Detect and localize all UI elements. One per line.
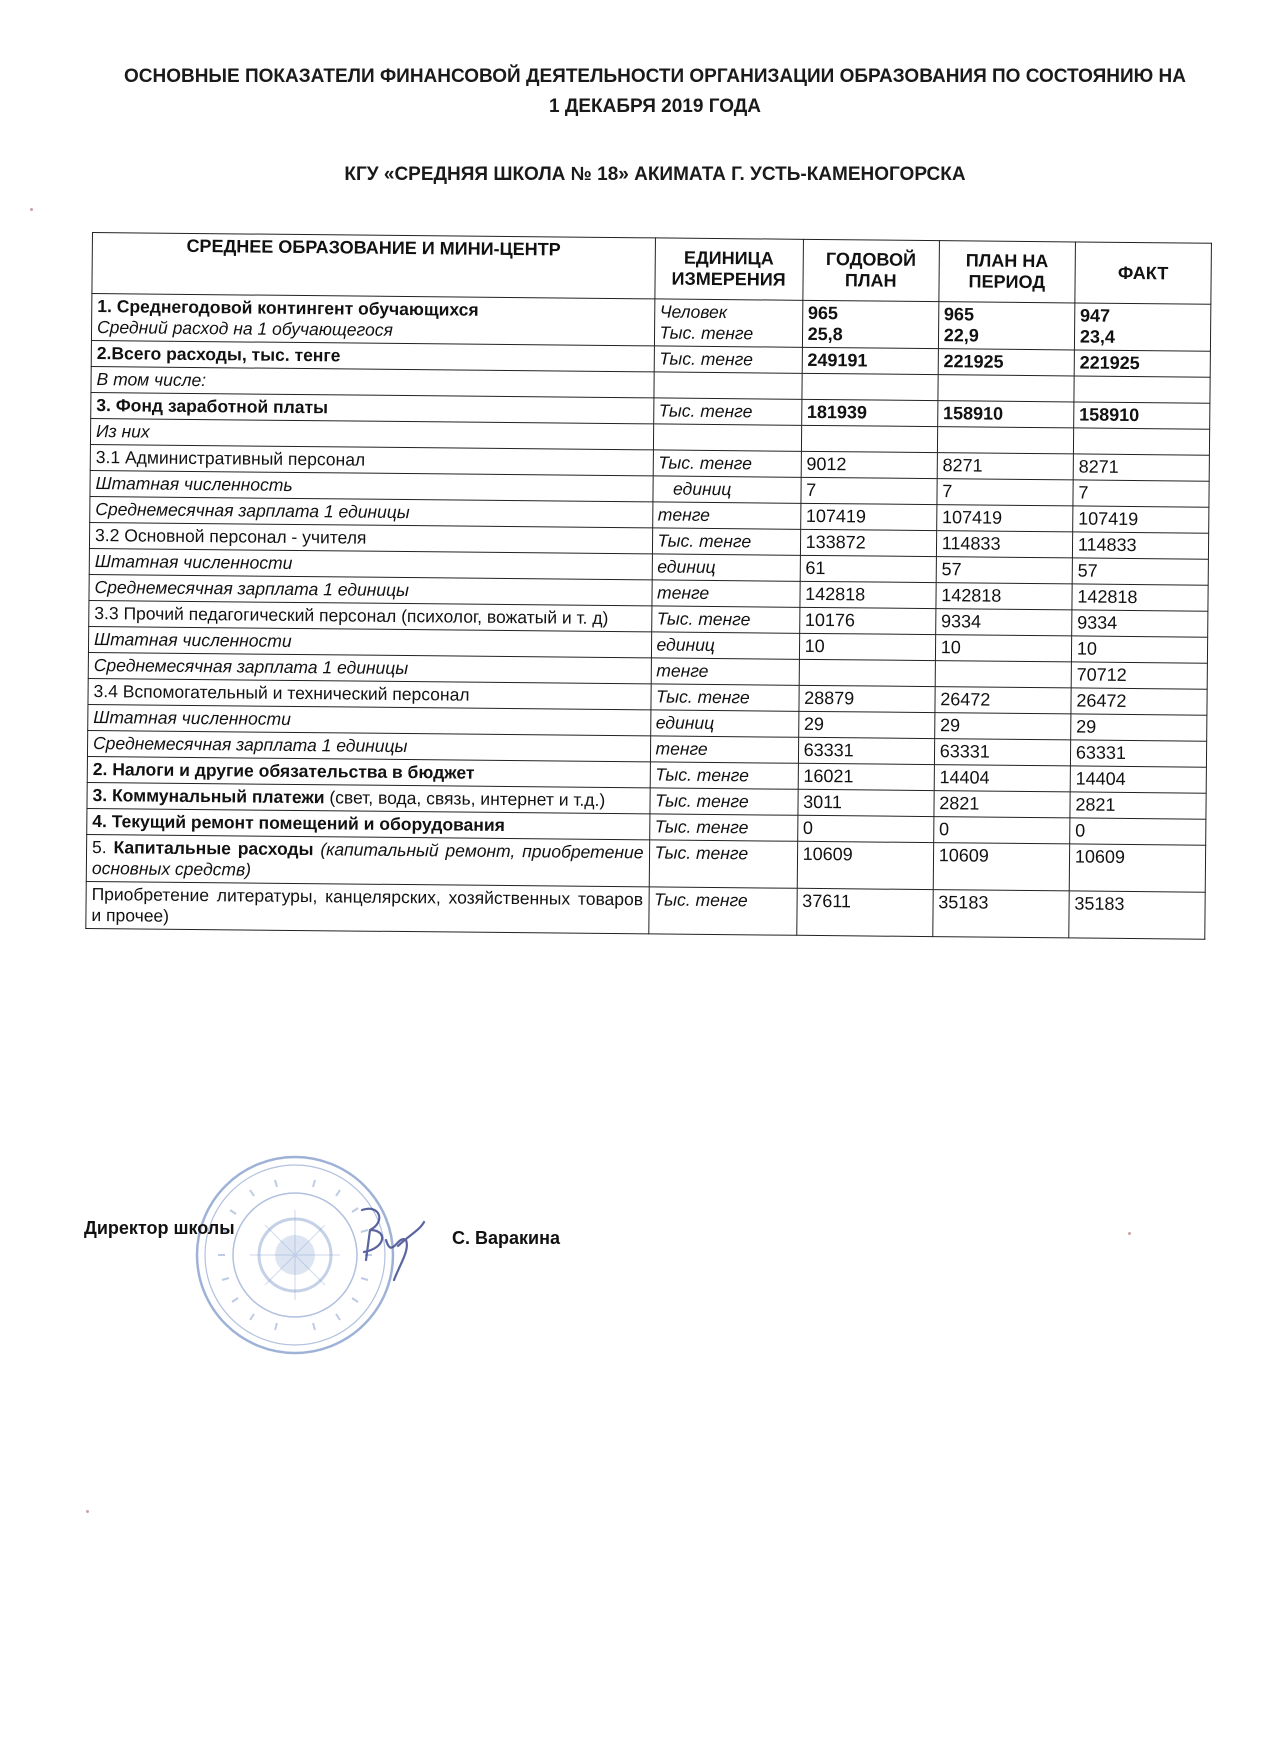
row-unit: единиц <box>651 632 799 659</box>
row-annual: 10176 <box>799 607 935 634</box>
row-unit <box>654 299 803 347</box>
row-fact: 9334 <box>1072 610 1208 637</box>
row-annual <box>802 300 939 348</box>
row-period-line: 965 <box>943 304 975 325</box>
row-annual: 249191 <box>802 347 938 374</box>
row-fact <box>1074 376 1210 403</box>
row-name: 3. Фонд заработной платы <box>91 392 654 423</box>
row-name-bold: 3. Коммунальный платежи <box>92 785 325 808</box>
row-period: 221925 <box>938 349 1074 376</box>
table-row <box>86 881 1205 939</box>
row-fact <box>1073 428 1209 455</box>
row-name: 2. Налоги и другие обязательства в бюджет <box>87 756 650 787</box>
document-title <box>100 62 1210 122</box>
row-name: Штатная численности <box>88 626 651 657</box>
row-fact: 0 <box>1070 818 1206 845</box>
director-signature <box>340 1200 430 1290</box>
header-name: СРЕДНЕЕ ОБРАЗОВАНИЕ И МИНИ-ЦЕНТР <box>92 233 655 299</box>
row-period: 8271 <box>937 453 1073 480</box>
row-annual: 181939 <box>801 399 937 426</box>
row-unit: тенге <box>651 658 799 685</box>
row-name-line: Средний расход на 1 обучающегося <box>96 317 393 340</box>
row-annual: 28879 <box>799 685 935 712</box>
row-name: Штатная численности <box>88 704 651 735</box>
row-name: 3.2 Основной персонал - учителя <box>89 522 652 553</box>
row-name: 4. Текущий ремонт помещений и оборудования <box>87 808 650 839</box>
row-fact: 107419 <box>1073 506 1209 533</box>
row-fact: 57 <box>1072 558 1208 585</box>
row-annual: 10 <box>799 633 935 660</box>
row-name: 3.4 Вспомогательный и технический персонал <box>88 678 651 709</box>
row-period <box>938 302 1075 350</box>
row-annual: 61 <box>800 555 936 582</box>
row-name <box>91 294 654 346</box>
row-fact: 221925 <box>1074 350 1210 377</box>
row-annual: 16021 <box>798 763 934 790</box>
row-fact: 29 <box>1071 714 1207 741</box>
document-subtitle: КГУ «СРЕДНЯЯ ШКОЛА № 18» АКИМАТА Г. УСТЬ-КАМЕНОГОРСКА <box>344 164 966 185</box>
row-period <box>938 375 1074 402</box>
row-period: 10609 <box>933 843 1070 891</box>
row-annual: 10609 <box>797 841 934 889</box>
row-annual-line: 25,8 <box>807 323 843 345</box>
row-annual <box>802 373 938 400</box>
row-unit: Тыс. тенге <box>654 346 802 373</box>
row-name: 3.3 Прочий педагогический персонал (психолог, вожатый и т. д) <box>89 600 652 631</box>
row-period <box>937 427 1073 454</box>
row-period: 35183 <box>933 890 1070 938</box>
row-period: 107419 <box>936 505 1072 532</box>
row-name-rest: (свет, вода, связь, интернет и т.д.) <box>324 787 606 810</box>
row-unit: тенге <box>650 736 798 763</box>
row-period: 10 <box>935 635 1071 662</box>
row-unit: Тыс. тенге <box>649 788 797 815</box>
row-name <box>86 834 649 886</box>
row-period-line: 22,9 <box>943 325 979 346</box>
row-unit: Тыс. тенге <box>652 528 800 555</box>
header-unit: ЕДИНИЦА ИЗМЕРЕНИЯ <box>654 238 803 300</box>
row-unit-line: Человек <box>659 301 728 323</box>
row-fact: 35183 <box>1069 891 1206 939</box>
row-name: 2.Всего расходы, тыс. тенге <box>91 340 654 371</box>
row-name: В том числе: <box>91 366 654 397</box>
row-annual: 3011 <box>798 789 934 816</box>
row-fact: 70712 <box>1071 662 1207 689</box>
row-name-bold: Капитальные расходы <box>113 837 314 860</box>
table-header-row <box>92 233 1212 305</box>
row-name: 3.1 Административный персонал <box>90 444 653 475</box>
row-unit: Тыс. тенге <box>650 762 798 789</box>
row-annual: 29 <box>798 711 934 738</box>
row-period: 57 <box>936 557 1072 584</box>
row-fact: 10609 <box>1069 844 1206 892</box>
row-name: Из них <box>90 418 653 449</box>
row-name: Штатная численности <box>89 548 652 579</box>
row-annual: 63331 <box>798 737 934 764</box>
row-period: 26472 <box>935 687 1071 714</box>
row-annual <box>799 659 935 686</box>
row-name-line: 1. Среднегодовой контингент обучающихся <box>97 296 479 320</box>
row-unit: Тыс. тенге <box>653 398 801 425</box>
row-annual: 107419 <box>800 503 936 530</box>
row-unit: единиц <box>652 554 800 581</box>
row-fact <box>1074 303 1211 351</box>
row-unit: тенге <box>652 502 800 529</box>
row-period: 0 <box>933 817 1069 844</box>
row-period: 142818 <box>936 583 1072 610</box>
title-line-2: 1 ДЕКАБРЯ 2019 ГОДА <box>548 96 761 117</box>
row-period: 2821 <box>934 791 1070 818</box>
row-unit-line: Тыс. тенге <box>659 322 754 344</box>
row-unit: Тыс. тенге <box>649 840 798 888</box>
row-fact: 142818 <box>1072 584 1208 611</box>
row-unit <box>653 372 801 399</box>
row-unit: Тыс. тенге <box>648 887 797 935</box>
row-annual: 142818 <box>800 581 936 608</box>
row-annual-line: 965 <box>807 302 839 324</box>
row-fact: 7 <box>1073 480 1209 507</box>
row-annual: 9012 <box>801 451 937 478</box>
row-annual: 133872 <box>800 529 936 556</box>
row-period: 29 <box>934 713 1070 740</box>
row-name: Среднемесячная зарплата 1 единицы <box>88 652 651 683</box>
scan-speck <box>30 208 33 211</box>
header-period-plan: ПЛАН НА ПЕРИОД <box>939 241 1076 303</box>
row-unit: Тыс. тенге <box>651 606 799 633</box>
scan-speck <box>1128 1232 1131 1235</box>
row-fact-line: 947 <box>1079 305 1111 326</box>
row-unit: тенге <box>651 580 799 607</box>
finance-table <box>85 232 1212 940</box>
row-period: 14404 <box>934 765 1070 792</box>
row-fact: 2821 <box>1070 792 1206 819</box>
row-period: 114833 <box>936 531 1072 558</box>
row-fact: 14404 <box>1070 766 1206 793</box>
director-name: С. Варакина <box>452 1228 560 1248</box>
row-fact: 114833 <box>1072 532 1208 559</box>
row-unit: Тыс. тенге <box>650 684 798 711</box>
row-fact: 158910 <box>1074 402 1210 429</box>
row-name: Среднемесячная зарплата 1 единицы <box>87 730 650 761</box>
row-period: 63331 <box>934 739 1070 766</box>
row-period <box>935 661 1071 688</box>
scan-speck <box>86 1510 89 1513</box>
row-unit: единиц <box>652 476 800 503</box>
row-period: 7 <box>937 479 1073 506</box>
director-position-label: Директор школы <box>84 1218 235 1238</box>
row-annual: 37611 <box>796 888 933 936</box>
row-period: 9334 <box>935 609 1071 636</box>
row-fact: 8271 <box>1073 454 1209 481</box>
row-fact: 63331 <box>1070 740 1206 767</box>
header-annual-plan: ГОДОВОЙ ПЛАН <box>803 239 940 301</box>
row-name: Приобретение литературы, канцелярских, хозяйственных товаров и прочее) <box>86 881 649 933</box>
row-unit: Тыс. тенге <box>649 814 797 841</box>
row-annual: 0 <box>797 815 933 842</box>
row-fact: 10 <box>1071 636 1207 663</box>
row-unit: единиц <box>650 710 798 737</box>
row-name-num: 5. <box>92 837 114 858</box>
row-name-rest: (капитальный ремонт, приобретение основных средств) <box>91 839 644 880</box>
row-name: Среднемесячная зарплата 1 единицы <box>89 574 652 605</box>
row-name: Штатная численность <box>90 470 653 501</box>
header-fact: ФАКТ <box>1075 242 1212 304</box>
row-period: 158910 <box>937 401 1073 428</box>
row-name: Среднемесячная зарплата 1 единицы <box>90 496 653 527</box>
row-fact-line: 23,4 <box>1079 326 1116 347</box>
row-unit: Тыс. тенге <box>653 450 801 477</box>
title-line-1: ОСНОВНЫЕ ПОКАЗАТЕЛИ ФИНАНСОВОЙ ДЕЯТЕЛЬНОСТИ ОРГАНИЗАЦИИ ОБРАЗОВАНИЯ ПО СОСТОЯНИЮ НА <box>123 66 1187 87</box>
row-unit <box>653 424 801 451</box>
row-annual: 7 <box>801 477 937 504</box>
row-fact: 26472 <box>1071 688 1207 715</box>
row-annual <box>801 425 937 452</box>
